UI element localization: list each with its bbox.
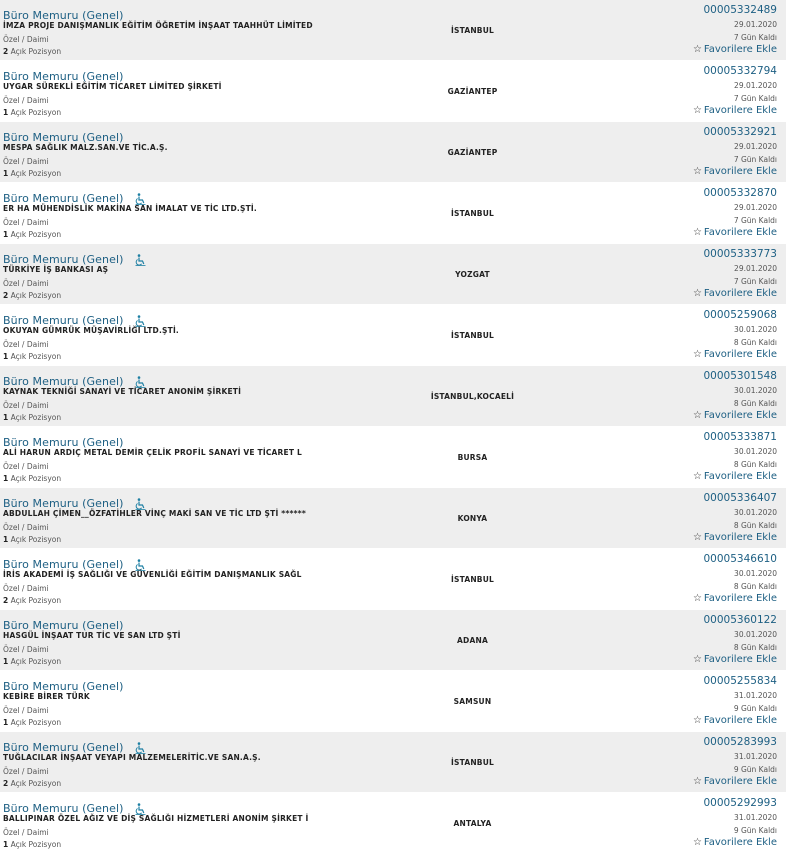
company-name: TÜRKİYE İŞ BANKASI AŞ	[3, 265, 109, 274]
position-count: 1	[3, 108, 9, 117]
days-left: 7 Gün Kaldı	[733, 94, 777, 103]
city: GAZİANTEP	[447, 148, 498, 157]
company-name: İMZA PROJE DANIŞMANLIK EĞİTİM ÖĞRETİM İNŞAAT TAAHHÜT LİMİTED	[3, 21, 313, 30]
posting-date: 30.01.2020	[734, 508, 777, 517]
open-positions	[3, 596, 61, 605]
open-positions	[3, 779, 61, 788]
work-type: Özel / Daimi	[3, 96, 49, 105]
star-icon: ☆	[692, 471, 702, 482]
job-row[interactable]	[0, 366, 786, 427]
job-id-link[interactable]: 00005336407	[703, 492, 777, 504]
job-title-link[interactable]: Büro Memuru (Genel)	[3, 70, 124, 83]
days-left: 7 Gün Kaldı	[733, 216, 777, 225]
job-title-wrap	[3, 370, 146, 388]
city: BURSA	[457, 453, 488, 462]
job-id-link[interactable]: 00005332794	[703, 65, 777, 77]
job-id-link[interactable]: 00005255834	[703, 675, 777, 687]
days-left: 8 Gün Kaldı	[733, 338, 777, 347]
posting-date: 29.01.2020	[734, 264, 777, 273]
star-icon: ☆	[692, 593, 702, 604]
star-icon: ☆	[692, 288, 702, 299]
position-label: Açık Pozisyon	[10, 230, 62, 239]
position-label: Açık Pozisyon	[10, 413, 62, 422]
open-positions	[3, 230, 61, 239]
add-favorite-button[interactable]	[693, 471, 777, 482]
posting-date: 29.01.2020	[734, 142, 777, 151]
job-title-link[interactable]: Büro Memuru (Genel)	[3, 314, 124, 327]
days-left: 8 Gün Kaldı	[733, 521, 777, 530]
star-icon: ☆	[692, 105, 702, 116]
city: ANTALYA	[453, 819, 492, 828]
open-positions	[3, 840, 61, 849]
job-id-link[interactable]: 00005332870	[703, 187, 777, 199]
days-left: 8 Gün Kaldı	[733, 643, 777, 652]
job-title-link[interactable]: Büro Memuru (Genel)	[3, 9, 124, 22]
days-left: 7 Gün Kaldı	[733, 33, 777, 42]
job-row[interactable]	[0, 610, 786, 671]
work-type: Özel / Daimi	[3, 340, 49, 349]
work-type: Özel / Daimi	[3, 218, 49, 227]
job-title-wrap	[3, 4, 124, 22]
company-name: HASGÜL İNŞAAT TUR TİC VE SAN LTD ŞTİ	[3, 631, 181, 640]
job-title-wrap	[3, 675, 124, 693]
work-type: Özel / Daimi	[3, 706, 49, 715]
company-name: ER HA MÜHENDİSLİK MAKİNA SAN İMALAT VE TİC LTD.ŞTİ.	[3, 204, 257, 213]
posting-date: 31.01.2020	[734, 752, 777, 761]
job-title-link[interactable]: Büro Memuru (Genel)	[3, 741, 124, 754]
company-name: ALİ HARUN ARDIÇ METAL DEMİR ÇELİK PROFİL SANAYİ VE TİCARET L	[3, 448, 302, 457]
job-id-link[interactable]: 00005346610	[703, 553, 777, 565]
job-title-link[interactable]: Büro Memuru (Genel)	[3, 131, 124, 144]
position-label: Açık Pozisyon	[10, 169, 62, 178]
add-favorite-button[interactable]	[693, 837, 777, 848]
work-type: Özel / Daimi	[3, 767, 49, 776]
city: GAZİANTEP	[447, 87, 498, 96]
star-icon: ☆	[692, 715, 702, 726]
star-icon: ☆	[692, 349, 702, 360]
job-title-link[interactable]: Büro Memuru (Genel)	[3, 436, 124, 449]
days-left: 9 Gün Kaldı	[733, 826, 777, 835]
city: KONYA	[457, 514, 488, 523]
add-favorite-label: Favorilere Ekle	[703, 654, 777, 665]
company-name: İRİS AKADEMİ İŞ SAĞLIĞI VE GÜVENLİĞİ EĞİTİM DANIŞMANLIK SAĞL	[3, 570, 302, 579]
company-name: BALLIPINAR ÖZEL AĞIZ VE DİŞ SAĞLIĞI HİZMETLERİ ANONİM ŞİRKET İ	[3, 814, 309, 823]
days-left: 8 Gün Kaldı	[733, 460, 777, 469]
job-title-wrap	[3, 65, 124, 83]
add-favorite-button[interactable]	[693, 532, 777, 543]
open-positions	[3, 474, 61, 483]
open-positions	[3, 352, 61, 361]
posting-date: 29.01.2020	[734, 20, 777, 29]
star-icon: ☆	[692, 410, 702, 421]
add-favorite-label: Favorilere Ekle	[703, 288, 777, 299]
company-name: KEBİRE BİRER TÜRK	[3, 692, 90, 701]
company-name: UYGAR SÜREKLİ EĞİTİM TİCARET LİMİTED ŞİRKETİ	[3, 82, 222, 91]
position-label: Açık Pozisyon	[10, 596, 62, 605]
add-favorite-button[interactable]	[693, 715, 777, 726]
job-id-link[interactable]: 00005259068	[703, 309, 777, 321]
job-id-link[interactable]: 00005332921	[703, 126, 777, 138]
job-id-link[interactable]: 00005333773	[703, 248, 777, 260]
open-positions	[3, 413, 61, 422]
company-name: OKUYAN GÜMRÜK MÜŞAVİRLİĞİ LTD.ŞTİ.	[3, 326, 179, 335]
company-name: ABDULLAH ÇİMEN__ÖZFATİHLER VİNÇ MAKİ SAN VE TİC LTD ŞTİ ******	[3, 509, 306, 518]
job-title-wrap	[3, 248, 146, 266]
open-positions	[3, 108, 61, 117]
star-icon: ☆	[692, 166, 702, 177]
job-row[interactable]	[0, 488, 786, 549]
job-row[interactable]	[0, 244, 786, 305]
posting-date: 31.01.2020	[734, 813, 777, 822]
job-title-link[interactable]: Büro Memuru (Genel)	[3, 558, 124, 571]
open-positions	[3, 657, 61, 666]
star-icon: ☆	[692, 532, 702, 543]
city: ADANA	[457, 636, 488, 645]
work-type: Özel / Daimi	[3, 462, 49, 471]
add-favorite-label: Favorilere Ekle	[703, 105, 777, 116]
job-id-link[interactable]: 00005283993	[703, 736, 777, 748]
star-icon: ☆	[692, 654, 702, 665]
job-title-wrap	[3, 797, 146, 815]
position-label: Açık Pozisyon	[10, 779, 62, 788]
job-title-link[interactable]: Büro Memuru (Genel)	[3, 253, 124, 266]
job-id-link[interactable]: 00005332489	[703, 4, 777, 16]
add-favorite-button[interactable]	[693, 105, 777, 116]
city: İSTANBUL,KOCAELİ	[430, 392, 515, 401]
company-name: TUĞLACILAR İNŞAAT VEYAPI MALZEMELERİTİC.VE SAN.A.Ş.	[3, 753, 261, 762]
days-left: 9 Gün Kaldı	[733, 765, 777, 774]
position-count: 2	[3, 779, 9, 788]
job-id-link[interactable]: 00005301548	[703, 370, 777, 382]
city: İSTANBUL	[451, 26, 494, 35]
add-favorite-label: Favorilere Ekle	[703, 349, 777, 360]
posting-date: 30.01.2020	[734, 386, 777, 395]
days-left: 7 Gün Kaldı	[733, 155, 777, 164]
add-favorite-button[interactable]	[693, 227, 777, 238]
job-id-link[interactable]: 00005333871	[703, 431, 777, 443]
posting-date: 31.01.2020	[734, 691, 777, 700]
work-type: Özel / Daimi	[3, 523, 49, 532]
job-title-wrap	[3, 553, 146, 571]
position-count: 1	[3, 657, 9, 666]
posting-date: 29.01.2020	[734, 203, 777, 212]
job-title-link[interactable]: Büro Memuru (Genel)	[3, 802, 124, 815]
position-label: Açık Pozisyon	[10, 352, 62, 361]
position-count: 2	[3, 47, 9, 56]
work-type: Özel / Daimi	[3, 401, 49, 410]
company-name: MESPA SAĞLIK MALZ.SAN.VE TİC.A.Ş.	[3, 143, 168, 152]
add-favorite-label: Favorilere Ekle	[703, 532, 777, 543]
add-favorite-button[interactable]	[693, 288, 777, 299]
wheelchair-icon	[135, 254, 146, 266]
posting-date: 30.01.2020	[734, 569, 777, 578]
work-type: Özel / Daimi	[3, 645, 49, 654]
position-label: Açık Pozisyon	[10, 718, 62, 727]
add-favorite-label: Favorilere Ekle	[703, 837, 777, 848]
add-favorite-button[interactable]	[693, 44, 777, 55]
star-icon: ☆	[692, 837, 702, 848]
days-left: 8 Gün Kaldı	[733, 582, 777, 591]
work-type: Özel / Daimi	[3, 35, 49, 44]
position-label: Açık Pozisyon	[10, 840, 62, 849]
add-favorite-label: Favorilere Ekle	[703, 410, 777, 421]
star-icon: ☆	[692, 44, 702, 55]
position-count: 1	[3, 413, 9, 422]
position-count: 1	[3, 169, 9, 178]
city: YOZGAT	[455, 270, 490, 279]
days-left: 7 Gün Kaldı	[733, 277, 777, 286]
job-row[interactable]	[0, 793, 786, 854]
add-favorite-button[interactable]	[693, 654, 777, 665]
work-type: Özel / Daimi	[3, 157, 49, 166]
open-positions	[3, 535, 61, 544]
days-left: 8 Gün Kaldı	[733, 399, 777, 408]
job-title-wrap	[3, 126, 124, 144]
add-favorite-label: Favorilere Ekle	[703, 471, 777, 482]
city: İSTANBUL	[451, 331, 494, 340]
position-count: 1	[3, 535, 9, 544]
job-row[interactable]	[0, 305, 786, 366]
add-favorite-label: Favorilere Ekle	[703, 593, 777, 604]
work-type: Özel / Daimi	[3, 279, 49, 288]
star-icon: ☆	[692, 227, 702, 238]
open-positions	[3, 47, 61, 56]
position-label: Açık Pozisyon	[10, 47, 62, 56]
city: SAMSUN	[453, 697, 492, 706]
job-row[interactable]	[0, 122, 786, 183]
position-count: 1	[3, 352, 9, 361]
days-left: 9 Gün Kaldı	[733, 704, 777, 713]
position-count: 1	[3, 474, 9, 483]
position-count: 1	[3, 840, 9, 849]
job-title-link[interactable]: Büro Memuru (Genel)	[3, 192, 124, 205]
position-label: Açık Pozisyon	[10, 535, 62, 544]
job-row[interactable]	[0, 0, 786, 61]
add-favorite-label: Favorilere Ekle	[703, 776, 777, 787]
add-favorite-label: Favorilere Ekle	[703, 44, 777, 55]
position-count: 2	[3, 291, 9, 300]
posting-date: 30.01.2020	[734, 630, 777, 639]
job-title-link[interactable]: Büro Memuru (Genel)	[3, 680, 124, 693]
position-label: Açık Pozisyon	[10, 657, 62, 666]
add-favorite-button[interactable]	[693, 410, 777, 421]
star-icon: ☆	[692, 776, 702, 787]
job-title-wrap	[3, 187, 146, 205]
add-favorite-button[interactable]	[693, 166, 777, 177]
job-title-wrap	[3, 492, 146, 510]
add-favorite-button[interactable]	[693, 593, 777, 604]
job-title-wrap	[3, 309, 146, 327]
posting-date: 30.01.2020	[734, 447, 777, 456]
work-type: Özel / Daimi	[3, 584, 49, 593]
posting-date: 30.01.2020	[734, 325, 777, 334]
position-label: Açık Pozisyon	[10, 291, 62, 300]
position-count: 1	[3, 230, 9, 239]
position-count: 2	[3, 596, 9, 605]
city: İSTANBUL	[451, 209, 494, 218]
add-favorite-label: Favorilere Ekle	[703, 227, 777, 238]
job-title-wrap	[3, 431, 124, 449]
position-count: 1	[3, 718, 9, 727]
job-row[interactable]	[0, 61, 786, 122]
company-name: KAYNAK TEKNİĞİ SANAYİ VE TİCARET ANONİM ŞİRKETİ	[3, 387, 242, 396]
job-id-link[interactable]: 00005360122	[703, 614, 777, 626]
open-positions	[3, 718, 61, 727]
add-favorite-label: Favorilere Ekle	[703, 715, 777, 726]
job-title-wrap	[3, 614, 124, 632]
city: İSTANBUL	[451, 575, 494, 584]
add-favorite-button[interactable]	[693, 349, 777, 360]
job-row[interactable]	[0, 427, 786, 488]
work-type: Özel / Daimi	[3, 828, 49, 837]
open-positions	[3, 291, 61, 300]
job-row[interactable]	[0, 671, 786, 732]
job-row[interactable]	[0, 732, 786, 793]
posting-date: 29.01.2020	[734, 81, 777, 90]
add-favorite-label: Favorilere Ekle	[703, 166, 777, 177]
job-title-link[interactable]: Büro Memuru (Genel)	[3, 497, 124, 510]
job-title-link[interactable]: Büro Memuru (Genel)	[3, 375, 124, 388]
job-id-link[interactable]: 00005292993	[703, 797, 777, 809]
position-label: Açık Pozisyon	[10, 474, 62, 483]
job-row[interactable]	[0, 549, 786, 610]
job-title-link[interactable]: Büro Memuru (Genel)	[3, 619, 124, 632]
open-positions	[3, 169, 61, 178]
job-row[interactable]	[0, 183, 786, 244]
job-title-wrap	[3, 736, 146, 754]
add-favorite-button[interactable]	[693, 776, 777, 787]
position-label: Açık Pozisyon	[10, 108, 62, 117]
city: İSTANBUL	[451, 758, 494, 767]
